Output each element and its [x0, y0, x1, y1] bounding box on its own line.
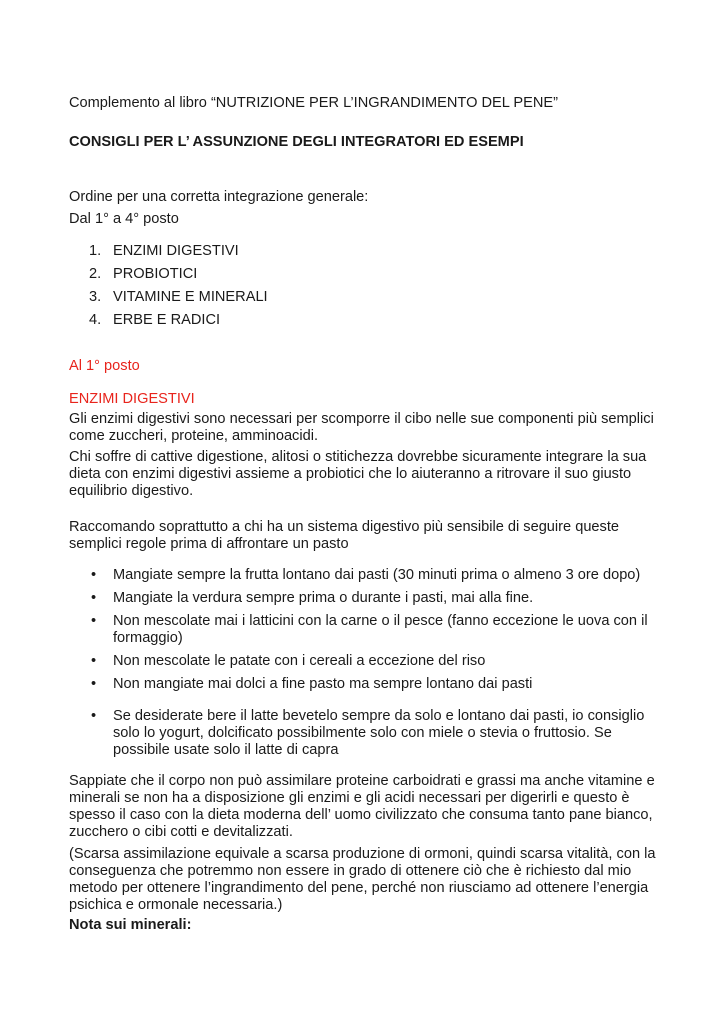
paragraph: Chi soffre di cattive digestione, alitosi o stitichezza dovrebbe sicuramente integrare la sua dieta con enzimi digestivi assieme a probiotici che lo aiuteranno a ritrovare il suo giusto equilibrio digestivo. — [69, 449, 647, 499]
list-label: VITAMINE E MINERALI — [113, 289, 268, 305]
list-number: 4. — [89, 312, 102, 328]
rules-list — [69, 567, 669, 759]
list-item: • Mangiate sempre la frutta lontano dai pasti (30 minuti prima o almeno 3 ore dopo) — [69, 567, 669, 584]
section-enzimi — [69, 391, 669, 934]
list-item — [69, 266, 669, 289]
list-item — [69, 312, 669, 335]
list-item: • Non mangiate mai dolci a fine pasto ma sempre lontano dai pasti — [69, 676, 669, 693]
order-range: Dal 1° a 4° posto — [69, 211, 179, 227]
list-number: 1. — [89, 243, 102, 259]
paragraph: (Scarsa assimilazione equivale a scarsa produzione di ormoni, quindi scarsa vitalità, con la conseguenza che potremmo non essere in grado di ottenere ciò che è richiesto dal mio metodo per ottenere l’ingrandimento del pene, perché non riusciamo ad ottenere l’energia psichica e ormonale necessaria.) — [69, 846, 656, 913]
section-heading: ENZIMI DIGESTIVI — [69, 391, 195, 407]
supplement-line: Complemento al libro “NUTRIZIONE PER L’INGRANDIMENTO DEL PENE” — [69, 95, 558, 111]
list-label: PROBIOTICI — [113, 266, 198, 282]
list-number: 3. — [89, 289, 102, 305]
position-heading: Al 1° posto — [69, 358, 140, 374]
note-heading: Nota sui minerali: — [69, 917, 192, 933]
list-item — [69, 289, 669, 312]
list-item: • Non mescolate mai i latticini con la carne o il pesce (fanno eccezione le uova con il formaggio) — [69, 613, 669, 647]
list-item: • Se desiderate bere il latte bevetelo sempre da solo e lontano dai pasti, io consiglio solo lo yogurt, dolcificato possibilmente solo con miele o stevia o fruttosio. Se possibile usate solo il latte di capra — [69, 708, 669, 759]
paragraph: Sappiate che il corpo non può assimilare proteine carboidrati e grassi ma anche vitamine e minerali se non ha a disposizione gli enzimi e gli acidi necessari per digerirli e questo è spesso il caso con la dieta moderna dell’ uomo civilizzato che consuma tanto pane bianco, zucchero o cibi cotti e devitalizzati. — [69, 773, 655, 840]
list-label: ERBE E RADICI — [113, 312, 221, 328]
list-item: • Non mescolate le patate con i cereali a eccezione del riso — [69, 653, 669, 670]
paragraph: Raccomando soprattutto a chi ha un sistema digestivo più sensibile di seguire queste semplici regole prima di affrontare un pasto — [69, 519, 620, 552]
list-item: • Mangiate la verdura sempre prima o durante i pasti, mai alla fine. — [69, 590, 669, 607]
list-label: ENZIMI DIGESTIVI — [113, 243, 239, 259]
document-title: CONSIGLI PER L’ ASSUNZIONE DEGLI INTEGRATORI ED ESEMPI — [69, 134, 524, 150]
order-intro: Ordine per una corretta integrazione generale: — [69, 189, 369, 205]
paragraph: Gli enzimi digestivi sono necessari per scomporre il cibo nelle sue componenti più semplici come zuccheri, proteine, amminoacidi. — [69, 411, 654, 444]
list-item — [69, 243, 669, 266]
list-number: 2. — [89, 266, 102, 282]
order-list — [69, 243, 669, 335]
